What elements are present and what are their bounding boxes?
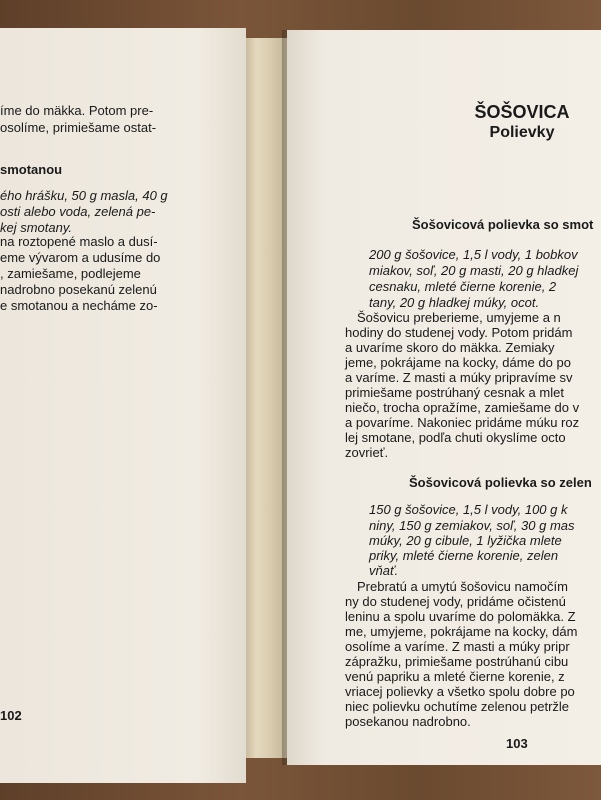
- method-line: ny do studenej vody, pridáme očistenú: [345, 594, 566, 609]
- method-line: zovrieť.: [345, 445, 389, 460]
- ingredient-line: kej smotany.: [0, 220, 73, 235]
- ingredient-line: priky, mleté čierne korenie, zelen: [369, 548, 559, 563]
- text-line: nadrobno posekanú zelenú: [0, 282, 157, 297]
- chapter-subtitle: Polievky: [489, 124, 555, 141]
- method-line: vriacej polievky a všetko spolu dobre po: [345, 684, 575, 699]
- text-line: íme do mäkka. Potom pre-: [0, 103, 154, 118]
- method-line: primiešame postrúhaný cesnak a mlet: [345, 385, 564, 400]
- recipe-title-fragment: smotanou: [0, 162, 63, 177]
- method-line: lej smotane, podľa chuti okyslíme octo: [345, 430, 566, 445]
- method-line: leninu a spolu uvaríme do polomäkka. Z: [345, 609, 576, 624]
- method-line: osolíme a varíme. Z masti a múky pripr: [345, 639, 570, 654]
- ingredient-line: 150 g šošovice, 1,5 l vody, 100 g k: [369, 502, 568, 517]
- ingredient-line: cesnaku, mleté čierne korenie, 2: [369, 279, 557, 294]
- recipe-title: Šošovicová polievka so zelen: [409, 475, 592, 490]
- method-line: venú papriku a mleté čierne korenie, z: [345, 669, 565, 684]
- ingredient-line: 200 g šošovice, 1,5 l vody, 1 bobkov: [369, 247, 578, 262]
- ingredient-line: osti alebo voda, zelená pe-: [0, 204, 156, 219]
- chapter-title: ŠOŠOVICA: [474, 102, 570, 122]
- method-line: me, umyjeme, pokrájame na kocky, dám: [345, 624, 578, 639]
- ingredient-line: tany, 20 g hladkej múky, ocot.: [369, 295, 540, 310]
- recipe-title: Šošovicová polievka so smot: [412, 217, 594, 232]
- page-number: 102: [0, 708, 22, 723]
- ingredient-line: ého hrášku, 50 g masla, 40 g: [0, 188, 168, 203]
- method-line: Šošovicu preberieme, umyjeme a n: [357, 310, 561, 325]
- method-line: Prebratú a umytú šošovicu namočím: [357, 579, 568, 594]
- method-line: a uvaríme skoro do mäkka. Zemiaky: [345, 340, 555, 355]
- text-line: osolíme, primiešame ostat-: [0, 120, 157, 135]
- text-line: eme vývarom a udusíme do: [0, 250, 161, 265]
- ingredient-line: miakov, soľ, 20 g masti, 20 g hladkej: [369, 263, 579, 278]
- method-line: posekanou nadrobno.: [345, 714, 471, 729]
- text-line: , zamiešame, podlejeme: [0, 266, 141, 281]
- method-line: niec polievku ochutíme zelenou petržle: [345, 699, 570, 714]
- page-number: 103: [506, 736, 528, 751]
- text-line: e smotanou a necháme zo-: [0, 298, 158, 313]
- text-line: na roztopené maslo a dusí-: [0, 234, 158, 249]
- method-line: niečo, trocha opražíme, zamiešame do v: [345, 400, 580, 415]
- left-page: [0, 28, 246, 783]
- method-line: hodiny do studenej vody. Potom pridám: [345, 325, 573, 340]
- method-line: a varíme. Z masti a múky pripravíme sv: [345, 370, 573, 385]
- ingredient-line: múky, 20 g cibule, 1 lyžička mlete: [369, 533, 562, 548]
- method-line: zápražku, primiešame postrúhanú cibu: [345, 654, 569, 669]
- ingredient-line: vňať.: [369, 563, 399, 578]
- method-line: jeme, pokrájame na kocky, dáme do po: [345, 355, 571, 370]
- method-line: a povaríme. Nakoniec pridáme múku roz: [345, 415, 580, 430]
- ingredient-line: niny, 150 g zemiakov, soľ, 30 g mas: [369, 518, 575, 533]
- right-page: [287, 30, 601, 765]
